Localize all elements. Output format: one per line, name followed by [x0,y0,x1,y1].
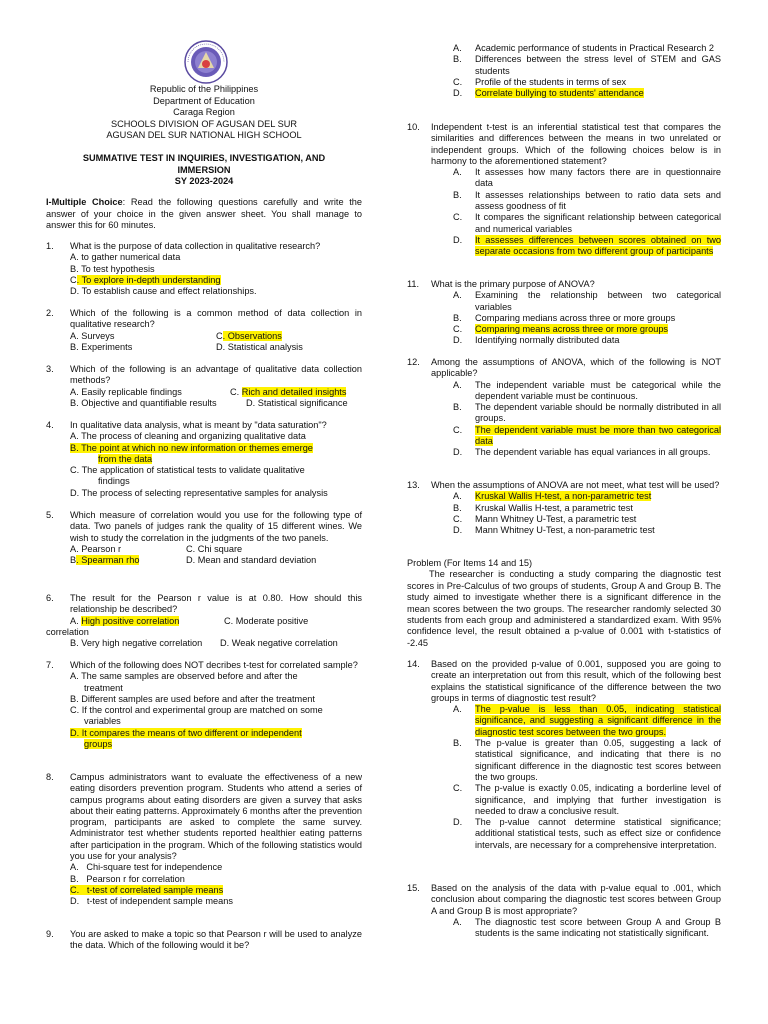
option-a: A. The p-value is less than 0.05, indicating statistical significance, and suggesting a significant difference in the diagnostic test scores between the two groups. [453,704,721,737]
option-a: A. The independent variable must be categorical while the dependent variable must be continuous. [453,379,721,401]
option-b: B. It assesses relationships between to ratio data sets and assess goodness of fit [453,189,721,212]
option-b: B. Pearson r for correlation [70,873,185,884]
question-13 [407,480,721,536]
option-c: C. If the control and experimental group are matched on some [70,705,323,716]
title-line-3: SY 2023-2024 [174,176,234,186]
option-b: B. The dependent variable should be normally distributed in all groups. [453,402,721,424]
question-text: The result for the Pearson r value is at 0.80. How should this relationship be described? [70,593,362,615]
option-b: B. The p-value is greater than 0.05, suggesting a lack of statistical significance, and indicating that there is no significant difference in the diagnostic test scores between the two groups. [453,738,721,782]
option-a: A. Easily replicable findings [70,386,182,397]
option-a: A. The diagnostic test score between Group A and Group B students is the same indicating not statistically significant. [453,916,721,939]
question-number: 3. [46,364,54,374]
question-6 [46,593,362,649]
option-b: B. Different samples are used before and after the treatment [70,693,315,704]
question-number: 11. [407,279,420,289]
question-text: What is the primary purpose of ANOVA? [431,279,595,289]
option-a: A. Examining the relationship between two categorical variables [453,290,721,312]
option-b: B. Comparing medians across three or more groups [453,312,676,323]
highlighted-answer-cont: groups [84,739,113,750]
document-header [46,84,362,142]
highlighted-answer: . To explore in-depth understanding [76,274,221,285]
option-b: B. Experiments [70,341,133,352]
option-b: B. To test hypothesis [70,263,155,274]
highlighted-answer: B. The point at which no new information or themes emerge [70,442,313,453]
highlighted-answer: . Observations [222,330,282,341]
option-c: C. Moderate positive [224,615,309,626]
question-number: 12. [407,357,420,367]
option-d: D. The process of selecting representative samples for analysis [70,487,328,498]
option-a: A. Academic performance of students in Practical Research 2 [453,43,714,53]
question-number: 9. [46,929,54,939]
option-b [70,443,362,454]
highlighted-answer: Rich and detailed insights [241,386,347,397]
question-number: 4. [46,420,54,430]
question-number: 1. [46,241,54,251]
highlighted-answer: The dependent variable must be more than two categorical data [475,424,721,447]
question-number: 5. [46,510,54,520]
option-c: C. Mann Whitney U-Test, a parametric test [453,513,637,524]
problem-label: Problem (For Items 14 and 15) [407,558,533,568]
option-c: C. Rich and detailed insights [230,386,347,397]
highlighted-answer-cont: from the data [98,453,153,464]
option-d: D. The dependent variable has equal variances in all groups. [453,447,711,458]
question-text: You are asked to make a topic so that Pearson r will be used to analyze the data. Which of the following would it be? [70,929,362,951]
option-c: C. Profile of the students in terms of sex [453,76,627,87]
question-text: Independent t-test is an inferential statistical test that compares the similarities and differences between the means in two unrelated or independent groups. Which of the following choices below is in harmony to the aforementioned statement? [431,122,721,166]
option-a: A. Kruskal Wallis H-test, a non-parametric test [453,491,652,502]
option-b: B. Kruskal Wallis H-test, a parametric test [453,502,633,513]
option-c-cont: findings [98,476,130,487]
title-line-2: IMMERSION [177,164,231,175]
question-text: Which measure of correlation would you use for the following type of data. Two panels of judges rank the quality of 15 different wines. We wish to study the correlation in the judgments of the two panels. [70,510,362,543]
question-text: Which of the following is an advantage of qualitative data collection methods? [70,364,362,386]
question-text: Based on the provided p-value of 0.001, supposed you are going to create an interpretation out from this result, which of the following best explains the statistical significance of the difference between the two groups in terms of diagnostic test result? [431,659,721,703]
option-d: D. Mann Whitney U-Test, a non-parametric test [453,525,655,536]
question-14 [407,659,721,851]
option-a: A. Chi-square test for independence [70,862,223,873]
option-c: C. Chi square [186,543,243,554]
option-d: D. Mean and standard deviation [186,555,317,566]
header-department: Department of Education [153,95,255,106]
option-c-cont: correlation [46,626,89,637]
question-10 [407,122,721,258]
question-text: Campus administrators want to evaluate the effectiveness of a new eating disorders prevention program. Students who attend a series of campus programs about eating disorders are given a survey that asks about their eating patterns. Approximately 6 months after the prevention program, participants are asked to complete the same survey. Administrator test whether students reported healthier eating patterns after participation in the program. Which of the following statistics would you use for your analysis? [70,772,362,862]
option-c: C. The dependent variable must be more than two categorical data [453,424,721,447]
option-c: C. It compares the significant relationship between categorical and numerical variables [453,212,721,234]
instructions-label: I-Multiple Choice [46,197,123,207]
title-line-1: SUMMATIVE TEST IN INQUIRIES, INVESTIGATION, AND [82,153,326,163]
question-number: 15. [407,883,420,893]
question-4 [46,420,362,499]
test-title [46,153,362,188]
highlighted-answer: Correlate bullying to students' attendance [475,88,644,99]
question-5 [46,510,362,566]
highlighted-answer: D. It compares the means of two different or independent [70,727,302,738]
deped-seal-logo [184,40,228,84]
highlighted-answer: Kruskal Wallis H-test, a non-parametric test [475,491,652,502]
option-a: A. The process of cleaning and organizing qualitative data [70,431,306,442]
option-b: B. Spearman rho [70,555,140,566]
question-number: 14. [407,659,420,669]
question-15 [407,883,721,939]
question-text: Among the assumptions of ANOVA, which of the following is NOT applicable? [431,357,721,379]
problem-block [407,558,721,649]
option-a: A. The same samples are observed before and after the [70,671,298,682]
question-number: 8. [46,772,54,782]
highlighted-answer: The p-value is less than 0.05, indicating statistical significance, and suggesting a significant difference in the diagnostic test scores between the two groups. [475,704,721,737]
highlighted-answer: High positive correlation [81,615,180,626]
header-region: Caraga Region [173,107,235,117]
option-a: A. High positive correlation [70,615,180,626]
header-republic: Republic of the Philippines [149,84,259,94]
question-text: Which of the following is a common method of data collection in qualitative research? [70,308,362,330]
highlighted-answer: . Spearman rho [76,555,140,566]
option-a: A. to gather numerical data [70,252,181,263]
option-b: B. Objective and quantifiable results [70,397,217,408]
question-11 [407,279,721,347]
question-number: 7. [46,660,54,670]
option-a: A. It assesses how many factors there are in questionnaire data [453,167,721,189]
question-number: 6. [46,593,54,603]
question-3 [46,364,362,409]
option-b: B. Very high negative correlation [70,638,203,649]
highlighted-answer: C. t-test of correlated sample means [70,884,224,895]
question-text: When the assumptions of ANOVA are not meet, what test will be used? [431,480,720,490]
option-c: C. Observations [216,330,282,341]
option-d: D. Statistical significance [246,397,348,408]
question-9-options [407,43,721,99]
option-d: D. Identifying normally distributed data [453,335,620,346]
question-8 [46,772,362,908]
instructions-text: : Read the following questions carefully and write the answer of your choice in the given answer sheet. You shall manage to answer this for 60 minutes. [46,197,363,230]
question-text: What is the purpose of data collection in qualitative research? [70,241,321,251]
option-d: D. Weak negative correlation [220,638,338,649]
option-c: C. To explore in-depth understanding [70,274,221,285]
question-number: 13. [407,480,420,490]
option-b: B. Differences between the stress level of STEM and GAS students [453,54,721,76]
option-a-cont: treatment [84,682,123,693]
option-c: C. The application of statistical tests to validate qualitative [70,465,305,476]
question-text: Which of the following does NOT decribes t-test for correlated sample? [70,660,358,670]
option-c: C. Comparing means across three or more groups [453,324,669,335]
question-7 [46,660,362,750]
highlighted-answer: Comparing means across three or more groups [475,324,669,335]
question-1 [46,241,362,297]
option-d: D. To establish cause and effect relationships. [70,286,257,297]
option-a: A. Pearson r [70,543,122,554]
question-12 [407,357,721,459]
option-c: C. The p-value is exactly 0.05, indicating a borderline level of significance, and implying that further investigation is needed to draw a conclusive result. [453,783,721,816]
option-d: D. The p-value cannot determine statistical significance; additional statistical tests, such as effect size or confidence intervals, are necessary for a comprehensive interpretation. [453,817,721,850]
option-d: D. t-test of independent sample means [70,896,233,907]
instructions [46,197,362,232]
problem-text: The researcher is conducting a study comparing the diagnostic test scores in Pre-Calculus of two groups of students, Group A and Group B. The study aimed to investigate whether there is a significant difference in the mean scores between the two groups. The researcher randomly selected 30 students from each group and administered a standardized exam. With 95% confidence level, the result obtained a p-value of 0.001 with t-statistics of -2.45 [407,569,721,648]
question-2 [46,308,362,353]
question-text: In qualitative data analysis, what is meant by "data saturation"? [70,420,327,430]
option-d: D. Correlate bullying to students' attendance [453,88,644,99]
option-d: D. It assesses differences between scores obtained on two separate occasions from two different group of participants [453,234,721,257]
header-division: SCHOOLS DIVISION OF AGUSAN DEL SUR [110,118,297,129]
option-a: A. Surveys [70,330,115,341]
question-number: 2. [46,308,54,318]
question-number: 10. [407,122,420,132]
question-text: Based on the analysis of the data with p-value equal to .001, which conclusion about comparing the diagnostic test scores between Group A and Group B is most appropriate? [431,883,721,916]
option-d: D. Statistical analysis [216,341,303,352]
highlighted-answer: It assesses differences between scores obtained on two separate occasions from two different group of participants [475,234,721,257]
question-9 [46,929,362,952]
header-school: AGUSAN DEL SUR NATIONAL HIGH SCHOOL [106,130,302,140]
option-c-cont: variables [84,716,121,727]
